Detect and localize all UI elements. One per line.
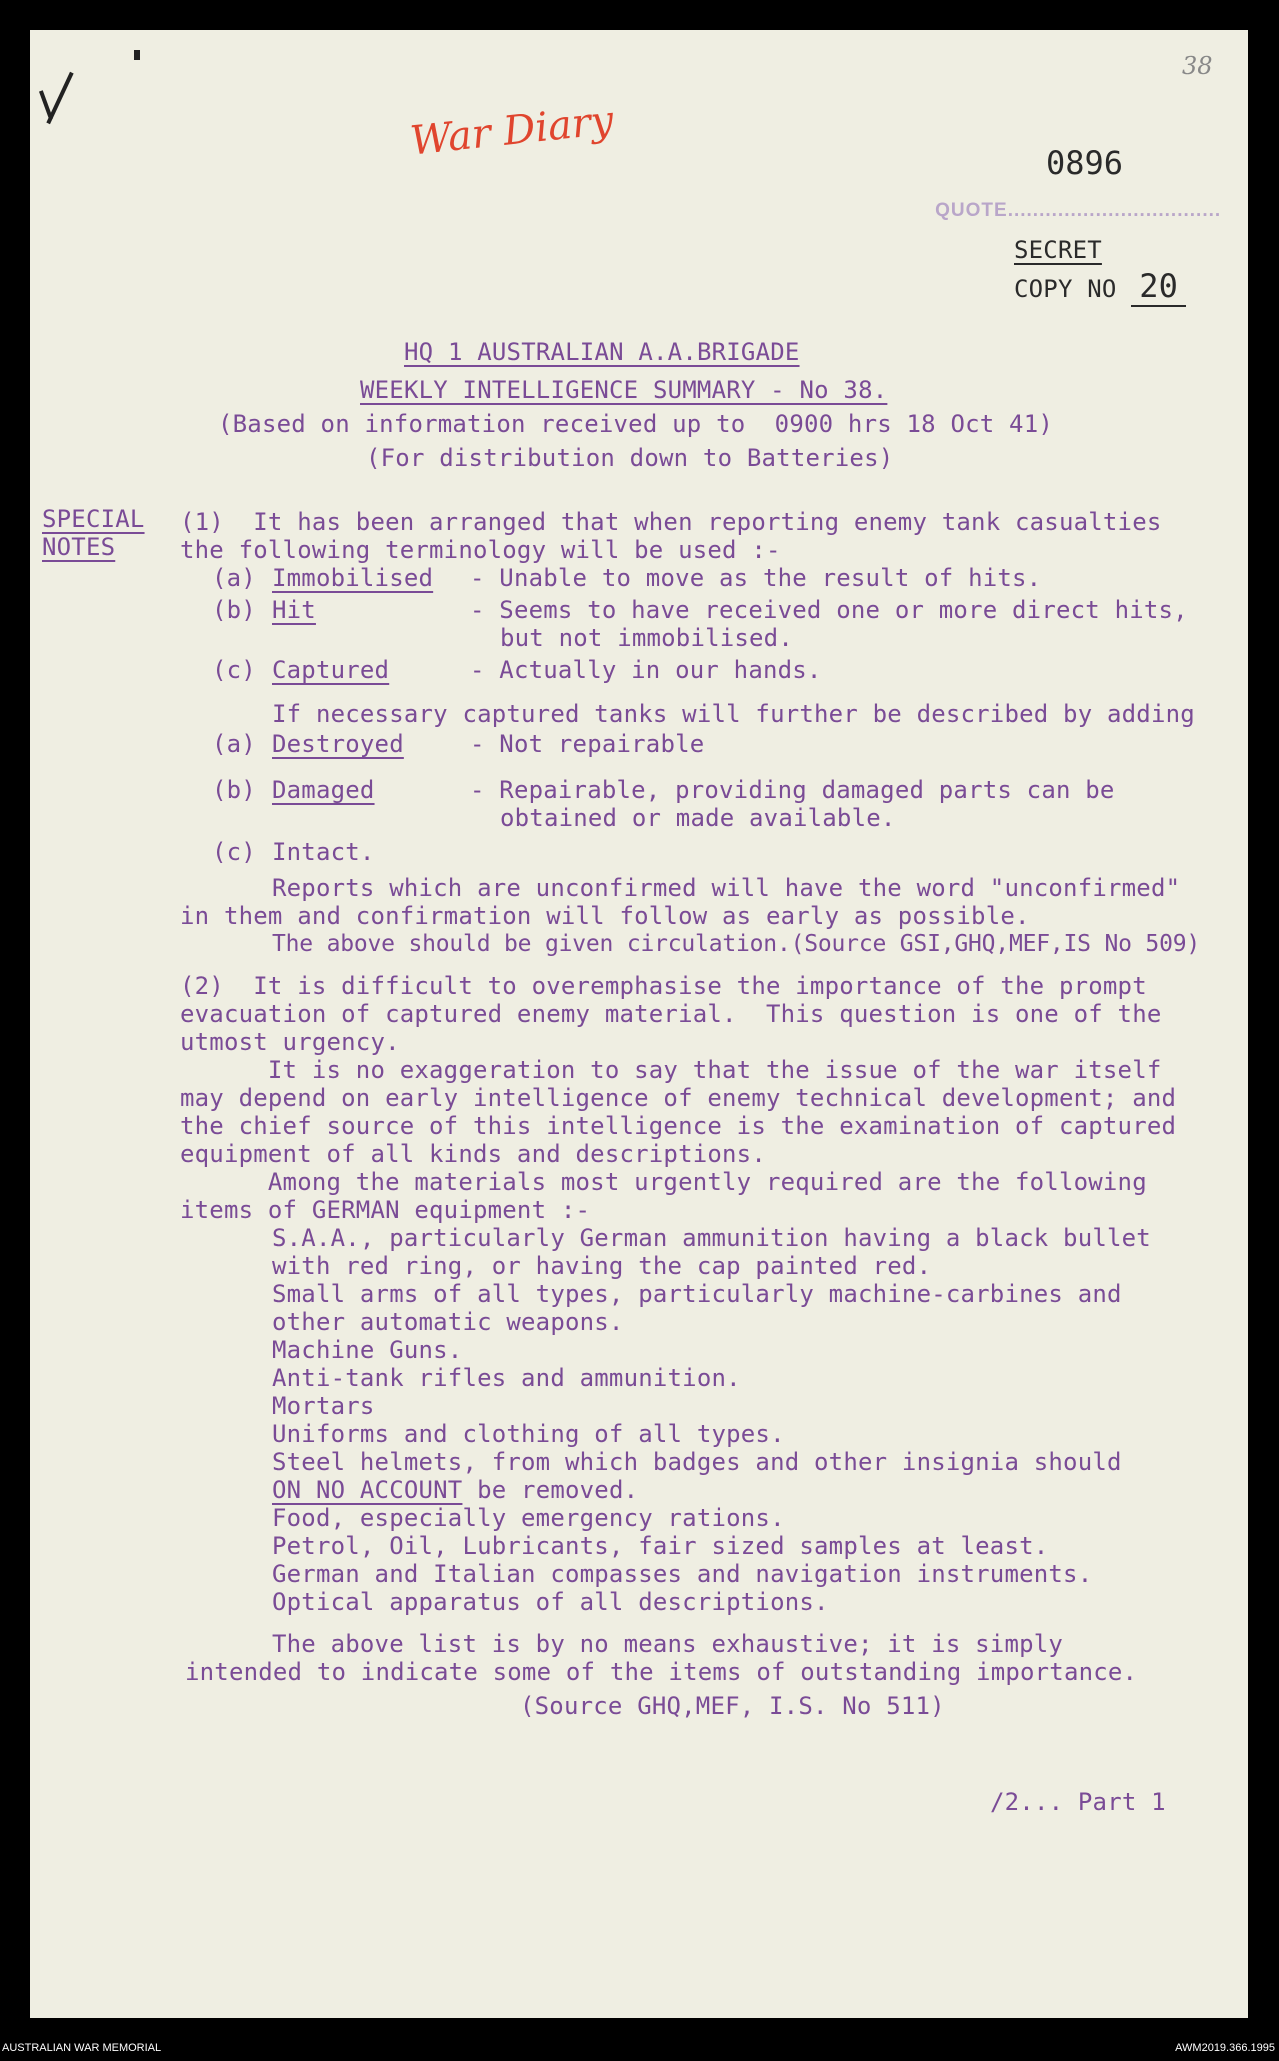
term-marker: (b): [212, 776, 256, 804]
punch-mark: [134, 50, 140, 60]
term-definition: - Unable to move as the result of hits.: [470, 564, 1042, 592]
body-line: Among the materials most urgently required are the following: [180, 1168, 1147, 1196]
body-line: It is no exaggeration to say that the issue of the war itself: [180, 1056, 1162, 1084]
term-captured: Captured: [272, 656, 390, 684]
body-line: evacuation of captured enemy material. This question is one of the: [180, 1000, 1162, 1028]
body-line: the chief source of this intelligence is the examination of captured: [180, 1112, 1177, 1140]
special-notes-label: SPECIAL: [42, 505, 145, 533]
term-definition: - Not repairable: [470, 730, 705, 758]
secret-label: SECRET: [1014, 236, 1102, 264]
list-item: with red ring, or having the cap painted red.: [272, 1252, 932, 1280]
unconfirmed-line: in them and confirmation will follow as early as possible.: [180, 902, 1030, 930]
term-immobilised: Immobilised: [272, 564, 434, 592]
list-item: Anti-tank rifles and ammunition.: [272, 1364, 741, 1392]
body-line: utmost urgency.: [180, 1028, 400, 1056]
term-intact: Intact.: [272, 838, 375, 866]
body-line: may depend on early intelligence of enemy technical development; and: [180, 1084, 1177, 1112]
list-item: S.A.A., particularly German ammunition having a black bullet: [272, 1224, 1151, 1252]
term-destroyed: Destroyed: [272, 730, 404, 758]
term-definition: - Repairable, providing damaged parts can be: [470, 776, 1115, 804]
further-line: If necessary captured tanks will further be described by adding: [272, 700, 1195, 728]
circulation-line: The above should be given circulation.(Source GSI,GHQ,MEF,IS No 509): [272, 931, 1201, 957]
term-marker: (c): [212, 838, 256, 866]
list-item: Machine Guns.: [272, 1336, 463, 1364]
term-marker: (c): [212, 656, 256, 684]
body-line: (2) It is difficult to overemphasise the importance of the prompt: [180, 972, 1147, 1000]
archive-footer: [0, 2021, 1279, 2061]
body-line: equipment of all kinds and descriptions.: [180, 1140, 766, 1168]
unconfirmed-line: Reports which are unconfirmed will have the word "unconfirmed": [272, 874, 1181, 902]
summary-title: WEEKLY INTELLIGENCE SUMMARY - No 38.: [360, 376, 888, 404]
list-item: Mortars: [272, 1392, 375, 1420]
source-line: (Source GHQ,MEF, I.S. No 511): [520, 1692, 945, 1720]
quote-stamp: QUOTE..................................: [935, 200, 1222, 221]
based-on-line: (Based on information received up to 0900 hrs 18 Oct 41): [218, 410, 1054, 438]
term-marker: (a): [212, 564, 256, 592]
list-item: Petrol, Oil, Lubricants, fair sized samples at least.: [272, 1532, 1049, 1560]
war-diary-annotation: War Diary: [408, 97, 616, 165]
no-account-emphasis: ON NO ACCOUNT: [272, 1476, 463, 1504]
closing-line: The above list is by no means exhaustive; it is simply: [272, 1630, 1064, 1658]
term-marker: (b): [212, 596, 256, 624]
copy-number: COPY NO 20: [1014, 272, 1186, 303]
term-hit: Hit: [272, 596, 316, 624]
document-page: [30, 30, 1248, 2018]
list-item: other automatic weapons.: [272, 1308, 624, 1336]
term-definition: - Seems to have received one or more direct hits,: [470, 596, 1188, 624]
list-item: Small arms of all types, particularly machine-carbines and: [272, 1280, 1122, 1308]
term-damaged: Damaged: [272, 776, 375, 804]
section1-intro: (1) It has been arranged that when reporting enemy tank casualties: [180, 508, 1162, 536]
archive-name: AUSTRALIAN WAR MEMORIAL: [2, 2042, 162, 2054]
tick-mark: [46, 72, 73, 124]
special-notes-label-2: NOTES: [42, 533, 116, 561]
term-definition: - Actually in our hands.: [470, 656, 822, 684]
closing-line: intended to indicate some of the items of outstanding importance.: [185, 1658, 1138, 1686]
distribution-line: (For distribution down to Batteries): [366, 444, 894, 472]
list-item: Optical apparatus of all descriptions.: [272, 1588, 829, 1616]
term-definition: but not immobilised.: [500, 624, 793, 652]
page-number-annotation: 38: [1182, 52, 1213, 80]
list-item: Food, especially emergency rations.: [272, 1504, 785, 1532]
continuation-note: /2... Part 1: [990, 1788, 1166, 1816]
list-item: ON NO ACCOUNT be removed.: [272, 1476, 639, 1504]
unit-heading: HQ 1 AUSTRALIAN A.A.BRIGADE: [404, 338, 800, 366]
body-line: items of GERMAN equipment :-: [180, 1196, 591, 1224]
section1-intro: the following terminology will be used :-: [180, 536, 781, 564]
term-definition: obtained or made available.: [500, 804, 896, 832]
list-item: German and Italian compasses and navigation instruments.: [272, 1560, 1093, 1588]
list-item: Steel helmets, from which badges and other insignia should: [272, 1448, 1122, 1476]
list-item: Uniforms and clothing of all types.: [272, 1420, 785, 1448]
quote-number: 0896: [1046, 144, 1124, 182]
term-marker: (a): [212, 730, 256, 758]
archive-reference: AWM2019.366.1995: [1175, 2042, 1275, 2054]
